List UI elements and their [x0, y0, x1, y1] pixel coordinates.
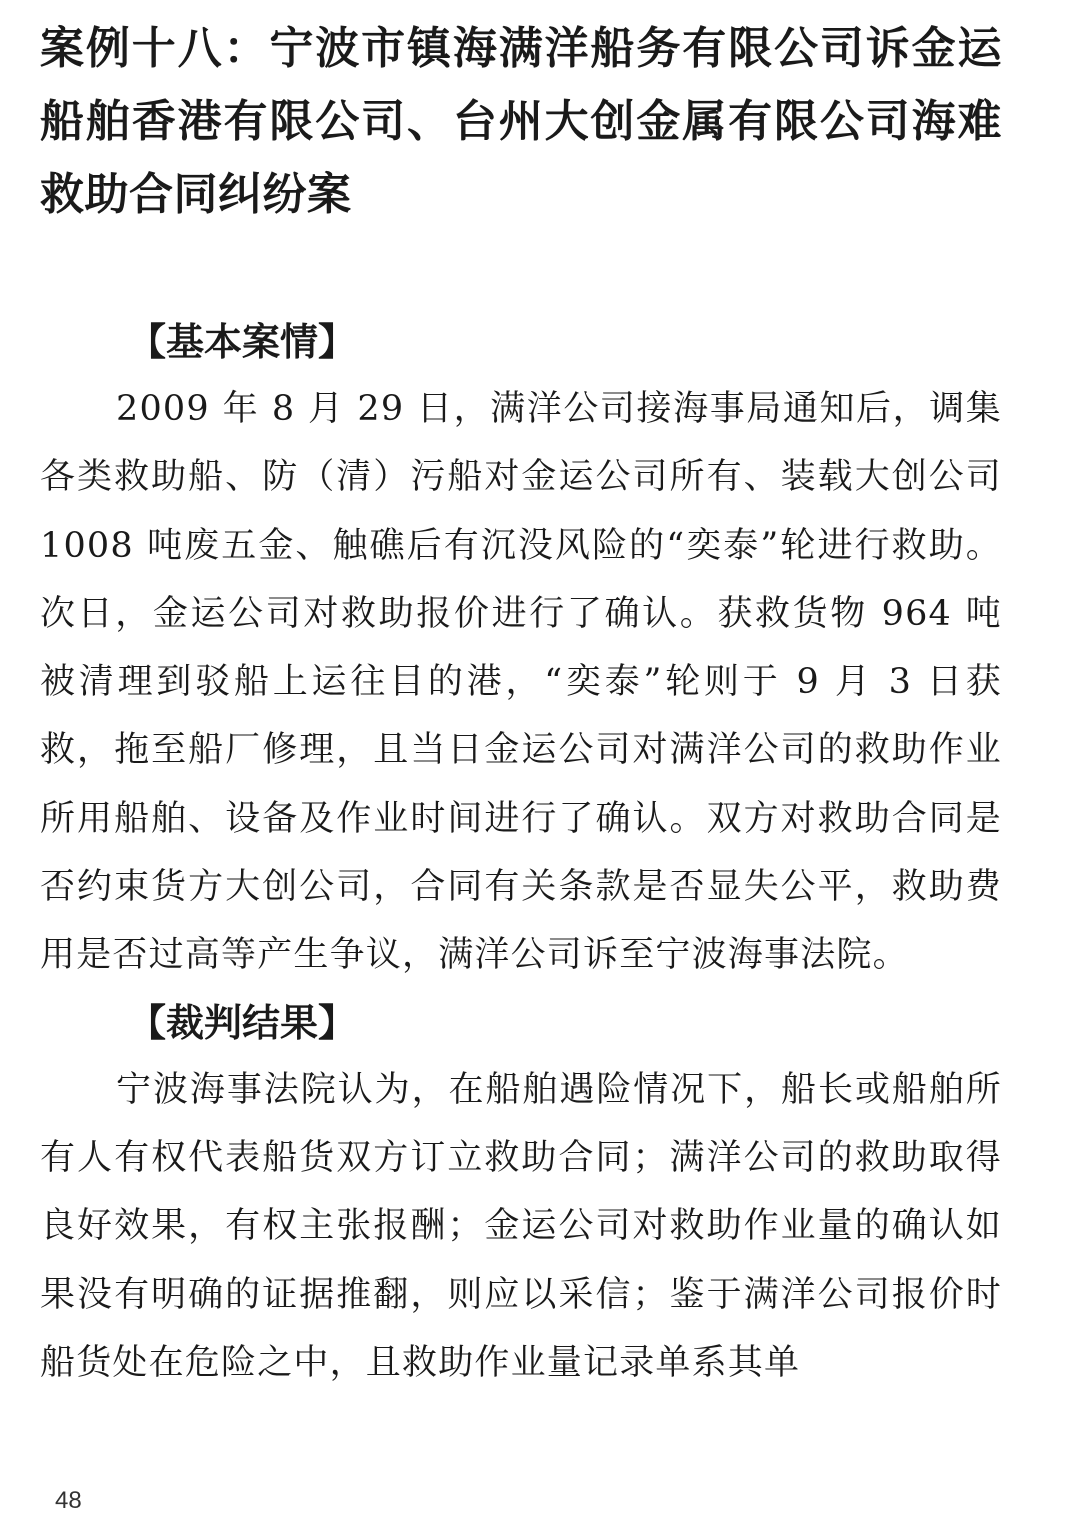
document-page — [40, 0, 1015, 1397]
case-title: 案例十八：宁波市镇海满洋船务有限公司诉金运船舶香港有限公司、台州大创金属有限公司海难救助合同纠纷案 — [40, 23, 1002, 220]
section-heading-basic-facts: 【基本案情】 — [128, 320, 357, 364]
section-heading-judgment: 【裁判结果】 — [128, 1000, 357, 1045]
paragraph-judgment: 宁波海事法院认为，在船舶遇险情况下，船长或船舶所有人有权代表船货双方订立救助合同；满洋公司的救助取得良好效果，有权主张报酬；金运公司对救助作业量的确认如果没有明确的证据推翻，则应以采信；鉴于满洋公司报价时船货处在危险之中，且救助作业量记录单系其单 — [40, 1069, 1002, 1383]
paragraph-basic-facts: 2009 年 8 月 29 日，满洋公司接海事局通知后，调集各类救助船、防（清）污船对金运公司所有、装载大创公司 1008 吨废五金、触礁后有沉没风险的“奕泰”轮进行救助。次日，金运公司对救助报价进行了确认。获救货物 964 吨被清理到驳船上运往目的港，“奕泰”轮则于 9 月 3 日获救，拖至船厂修理，且当日金运公司对满洋公司的救助作业所用船舶、设备及作业时间进行了确认。双方对救助合同是否约束货方大创公司，合同有关条款是否显失公平，救助费用是否过高等产生争议，满洋公司诉至宁波海事法院。 — [40, 389, 1015, 976]
page-number: 48 — [55, 1487, 82, 1514]
